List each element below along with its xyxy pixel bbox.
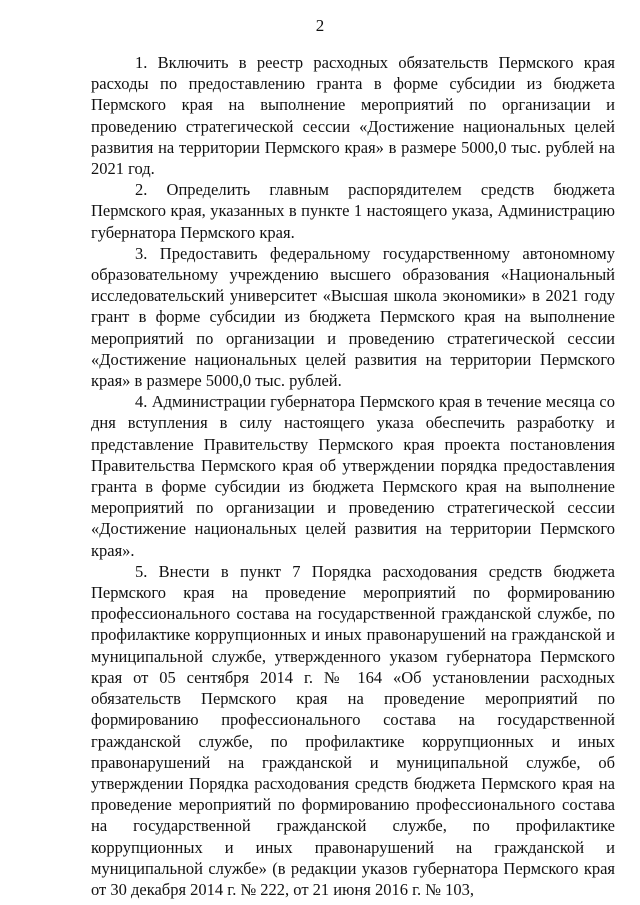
paragraph-5: 5. Внести в пункт 7 Порядка расходования средств бюджета Пермского края на проведение мероприятий по формированию профессионального состава на государственной гражданской службе, по профилактике коррупционных и иных правонарушений на гражданской и муниципальной службе, утвержденного указом губернатора Пермского края от 05 сентября 2014 г. № 164 «Об установлении расходных обязательств Пермского края на проведение мероприятий по формированию профессионального состава на государственной гражданской службе, по профилактике коррупционных и иных правонарушений на гражданской и муниципальной службе, об утверждении Порядка расходования средств бюджета Пермского края на проведение мероприятий по формированию профессионального состава на государственной гражданской службе, по профилактике коррупционных и иных правонарушений на гражданской и муниципальной службе» (в редакции указов губернатора Пермского края от 30 декабря 2014 г. № 222, от 21 июня 2016 г. № 103, <box>91 561 615 899</box>
paragraph-3: 3. Предоставить федеральному государственному автономному образовательному учреждению высшего образования «Национальный исследовательский университет «Высшая школа экономики» в 2021 году грант в форме субсидии из бюджета Пермского края на выполнение мероприятий по организации и проведению стратегической сессии «Достижение национальных целей развития на территории Пермского края» в размере 5000,0 тыс. рублей. <box>91 243 615 391</box>
paragraph-4: 4. Администрации губернатора Пермского края в течение месяца со дня вступления в силу настоящего указа обеспечить разработку и представление Правительству Пермского края проекта постановления Правительства Пермского края об утверждении порядка предоставления гранта в форме субсидии из бюджета Пермского края на выполнение мероприятий по организации и проведению стратегической сессии «Достижение национальных целей развития на территории Пермского края». <box>91 392 615 560</box>
page-number: 2 <box>315 16 325 35</box>
paragraph-2: 2. Определить главным распорядителем средств бюджета Пермского края, указанных в пункте 1 настоящего указа, Администрацию губернатора Пермского края. <box>91 180 615 242</box>
document-body <box>91 52 615 900</box>
paragraph-1: 1. Включить в реестр расходных обязательств Пермского края расходы по предоставлению гранта в форме субсидии из бюджета Пермского края на выполнение мероприятий по организации и проведению стратегической сессии «Достижение национальных целей развития на территории Пермского края» в размере 5000,0 тыс. рублей на 2021 год. <box>91 53 615 179</box>
